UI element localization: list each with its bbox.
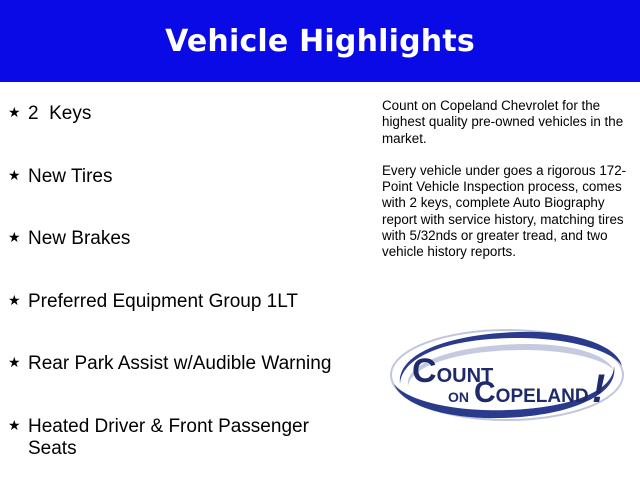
list-item bbox=[8, 228, 348, 291]
feature-label: Heated Driver & Front Passenger Seats bbox=[28, 415, 309, 459]
list-item bbox=[8, 416, 348, 479]
star-icon: ★ bbox=[8, 416, 21, 433]
star-icon: ★ bbox=[8, 354, 21, 370]
star-icon: ★ bbox=[8, 291, 21, 308]
svg-text:COPELAND bbox=[474, 376, 589, 409]
star-icon: ★ bbox=[8, 166, 21, 183]
list-item bbox=[8, 166, 348, 229]
logo-on: ON bbox=[448, 389, 469, 405]
list-item bbox=[8, 103, 348, 166]
feature-list bbox=[8, 103, 348, 478]
feature-label: New Tires bbox=[28, 165, 113, 187]
star-icon: ★ bbox=[8, 229, 21, 245]
list-item bbox=[8, 291, 348, 354]
star-icon: ★ bbox=[8, 104, 21, 120]
logo-c1: C bbox=[412, 352, 437, 390]
logo-exclaim: ! bbox=[592, 367, 606, 411]
page-title: Vehicle Highlights bbox=[165, 23, 475, 59]
dealer-info bbox=[382, 98, 632, 277]
count-on-copeland-logo bbox=[388, 326, 626, 424]
header-banner bbox=[0, 0, 640, 82]
feature-label: Rear Park Assist w/Audible Warning bbox=[28, 353, 332, 374]
logo-c2: C bbox=[474, 376, 496, 409]
info-paragraph-1: Count on Copeland Chevrolet for the highest quality pre-owned vehicles in the market. bbox=[382, 98, 624, 146]
list-item bbox=[8, 353, 348, 416]
feature-label: New Brakes bbox=[28, 228, 131, 249]
logo-opeland: OPELAND bbox=[495, 386, 589, 407]
logo-ount: OUNT bbox=[436, 365, 494, 387]
feature-label: 2 Keys bbox=[28, 103, 92, 124]
feature-label: Preferred Equipment Group 1LT bbox=[28, 290, 299, 312]
info-paragraph-2: Every vehicle under goes a rigorous 172-Point Vehicle Inspection process, comes with 2 keys, complete Auto Biography report with service history, matching tires with 5/32nds or greater tread, and two vehicle history reports. bbox=[382, 162, 627, 260]
